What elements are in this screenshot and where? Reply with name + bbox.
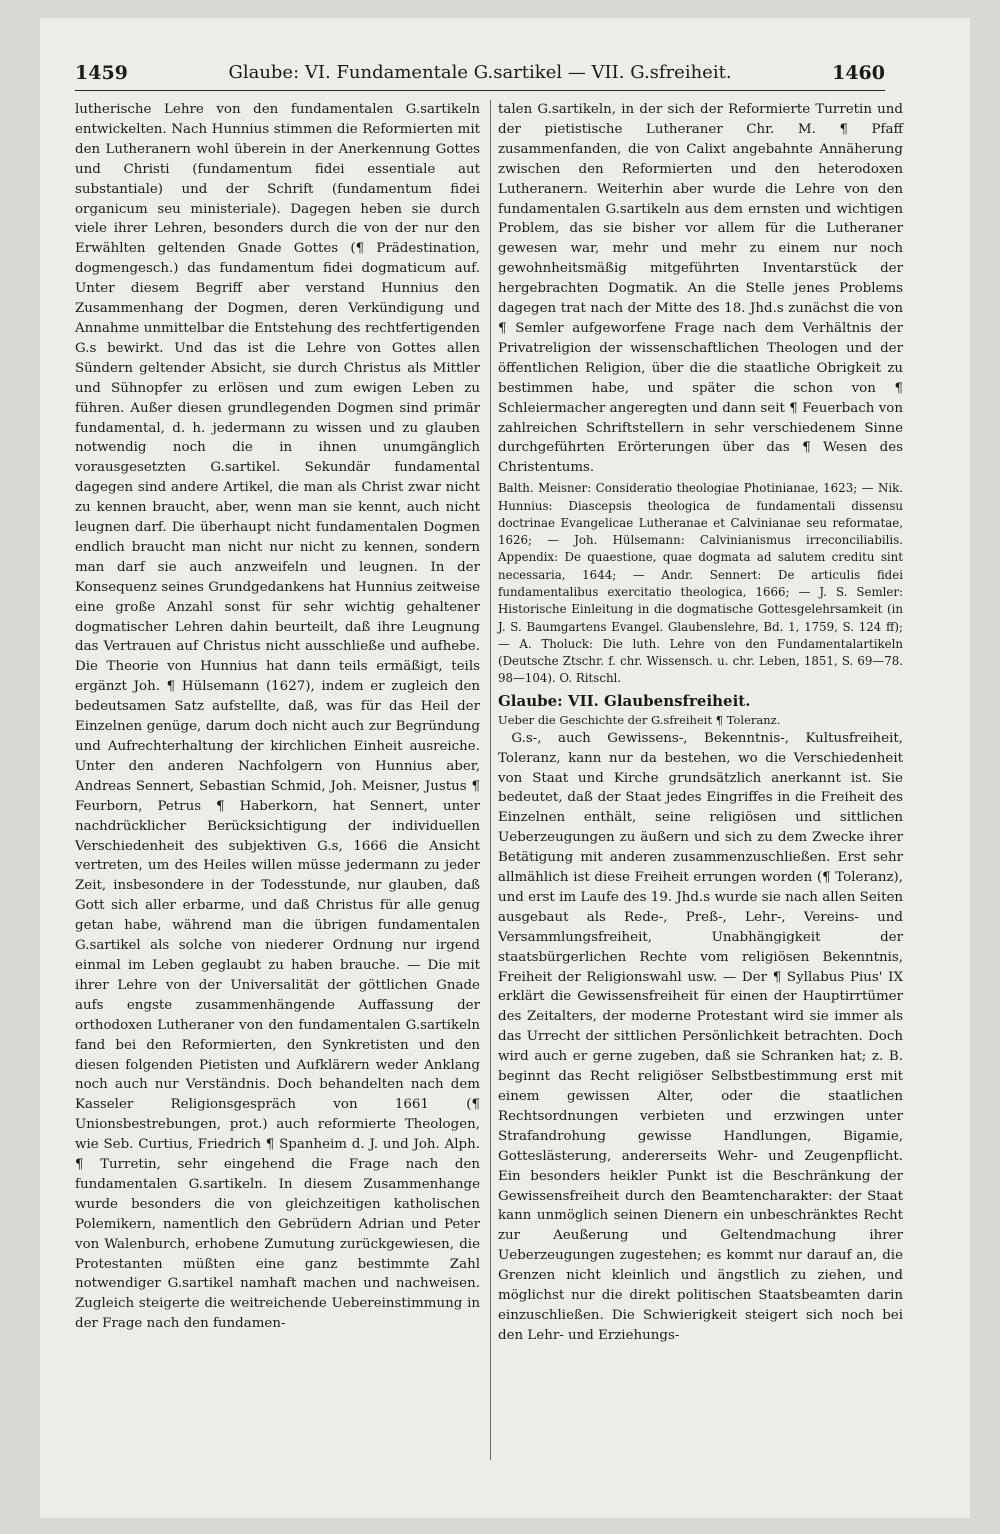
section-paragraph: G.s-, auch Gewissens-, Bekenntnis-, Kultusfreiheit, Toleranz, kann nur da bestehen, wo die Verschiedenheit von Staat und Kirche grundsätzlich anerkannt ist. Sie bedeutet, daß der Staat jedes Eingriffes in die Freiheit des Einzelnen enthält, seine religiösen und sittlichen Ueberzeugungen zu äußern und sich zu dem Zwecke ihrer Betätigung mit anderen zusammenzuschließen. Erst sehr allmählich ist diese Freiheit errungen worden (¶ Toleranz), und erst im Laufe des 19. Jhd.s wurde sie nach allen Seiten ausgebaut als Rede-, Preß-, Lehr-, Vereins- und Versammlungsfreiheit, Unabhängigkeit der staatsbürgerlichen Rechte vom religiösen Bekenntnis, Freiheit der Religionswahl usw. — Der ¶ Syllabus Pius' IX erklärt die Gewissensfreiheit für einen der Hauptirrtümer des Zeitalters, der moderne Protestant wird sie immer als das Urrecht der sittlichen Persönlichkeit betrachten. Doch wird auch er gerne zugeben, daß sie Schranken hat; z. B. beginnt das Recht religiöser Selbstbestimmung erst mit einem gewissen Alter, oder die staatlichen Rechtsordnungen verbieten und erzwingen unter Strafandrohung gewisse Handlungen, Bigamie, Gotteslästerung, andererseits Wehr- und Zeugenpflicht. Ein besonders heikler Punkt ist die Beschränkung der Gewissensfreiheit durch den Beamtencharakter: der Staat kann unmöglich seinen Dienern ein unbeschränktes Recht zur Aeußerung und Geltendmachung ihrer Ueberzeugungen zugestehen; es kommt nur darauf an, die Grenzen nicht kleinlich und ängstlich zu ziehen, und möglichst nur die direkt politischen Staatsbeamten darin einzuschließen. Die Schwierigkeit steigert sich noch bei den Lehr- und Erziehungs-: [498, 730, 903, 1343]
right-paragraph: talen G.sartikeln, in der sich der Reformierte Turretin und der pietistische Lutheraner Chr. M. ¶ Pfaff zusammenfanden, die von Calixt angebahnte Annäherung zwischen den Reformierten und den heterodoxen Lutheranern. Weiterhin aber wurde die Lehre von den fundamentalen G.sartikeln aus dem ernsten und wichtigen Problem, das sie bisher vor allem für die Lutheraner gewesen war, mehr und mehr zu einem nur noch gewohnheitsmäßig mitgeführten Inventarstück der hergebrachten Dogmatik. An die Stelle jenes Problems dagegen trat nach der Mitte des 18. Jhd.s zunächst die von ¶ Semler aufgeworfene Frage nach dem Verhältnis der Privatreligion der wissenschaftlichen Theologen und der öffentlichen Religion, über die die staatliche Obrigkeit zu bestimmen habe, und später die schon von ¶ Schleiermacher angeregten und dann seit ¶ Feuerbach von zahlreichen Schriftstellern in sehr verschiedenem Sinne durchgeführten Erörterungen über das ¶ Wesen des Christentums.: [498, 102, 903, 476]
page-number-left: 1459: [75, 62, 128, 84]
section-heading: Glaube: VII. Glaubensfreiheit.: [498, 691, 751, 710]
column-divider: [490, 100, 491, 1460]
running-title: Glaube: VI. Fundamentale G.sartikel — VII. G.sfreiheit.: [228, 62, 732, 83]
page-number-right: 1460: [832, 62, 885, 84]
left-paragraph: lutherische Lehre von den fundamentalen G.sartikeln entwickelten. Nach Hunnius stimmen die Reformierten mit den Lutheranern wohl überein in der Anerkennung Gottes und Christi (fundamentum fidei essentiale aut substantiale) und der Schrift (fundamentum fidei organicum seu ministeriale). Dagegen heben sie durch viele ihrer Lehren, besonders durch die von der nur den Erwählten geltenden Gnade Gottes (¶ Prädestination, dogmengesch.) das fundamentum fidei dogmaticum auf. Unter diesem Begriff aber verstand Hunnius den Zusammenhang der Dogmen, deren Verkündigung und Annahme unmittelbar die Entstehung des rechtfertigenden G.s bewirkt. Und das ist die Lehre von Gottes allen Sündern geltender Absicht, sie durch Christus als Mittler und Sühnopfer zu erlösen und zum ewigen Leben zu führen. Außer diesen grundlegenden Dogmen sind primär fundamental, d. h. jedermann zu wissen und zu glauben notwendig noch die in ihnen unumgänglich vorausgesetzten G.sartikel. Sekundär fundamental dagegen sind andere Artikel, die man als Christ zwar nicht zu kennen braucht, aber, wenn man sie kennt, auch nicht leugnen darf. Die überhaupt nicht fundamentalen Dogmen endlich braucht man nicht nur nicht zu kennen, sondern man darf sie auch anzweifeln und leugnen. In der Konsequenz seines Grundgedankens hat Hunnius zeitweise eine große Anzahl sonst für sehr wichtig gehaltener dogmatischer Lehren dahin beurteilt, daß ihre Leugnung das Vertrauen auf Christus nicht ausschließe und aufhebe. Die Theorie von Hunnius hat dann teils ermäßigt, teils ergänzt Joh. ¶ Hülsemann (1627), indem er zugleich den bedeutsamen Satz aufstellte, daß, was für das Heil der Einzelnen genüge, darum doch nicht auch zur Begründung und Aufrechterhaltung der kirchlichen Einheit ausreiche. Unter den anderen Nachfolgern von Hunnius aber, Andreas Sennert, Sebastian Schmid, Joh. Meisner, Justus ¶ Feurborn, Petrus ¶ Haberkorn, hat Sennert, unter nachdrücklicher Berücksichtigung der individuellen Verschiedenheit des subjektiven G.s, 1666 die Ansicht vertreten, um des Heiles willen müsse jedermann zu jeder Zeit, insbesondere in der Todesstunde, nur glauben, daß Gott sich aller erbarme, und daß Christus für alle genug getan habe, während man die übrigen fundamentalen G.sartikel als solche von niederer Ordnung nur irgend einmal im Leben geglaubt zu haben brauche. — Die mit ihrer Lehre von der Universalität der göttlichen Gnade aufs engste zusammenhängende Auffassung der orthodoxen Lutheraner von den fundamentalen G.sartikeln fand bei den Reformierten, den Synkretisten und den diesen folgenden Pietisten und Aufklärern weder Anklang noch auch nur Verständnis. Doch behandelten nach dem Kasseler Religionsgespräch von 1661 (¶ Unionsbestrebungen, prot.) auch reformierte Theologen, wie Seb. Curtius, Friedrich ¶ Spanheim d. J. und Joh. Alph. ¶ Turretin, sehr eingehend die Frage nach den fundamentalen G.sartikeln. In diesem Zusammenhange wurde besonders die von gleichzeitigen katholischen Polemikern, namentlich den Gebrüdern Adrian und Peter von Walenburch, erhobene Zumutung zurückgewiesen, die Protestanten müßten eine ganz bestimmte Zahl notwendiger G.sartikel namhaft machen und nachweisen. Zugleich steigerte die weitreichende Uebereinstimmung in der Frage nach den fundamen-: [75, 102, 480, 1332]
left-column: [75, 100, 480, 1334]
bibliography: Balth. Meisner: Consideratio theologiae Photinianae, 1623; — Nik. Hunnius: Diascepsis theologica de fundamentali dissensu doctrinae Evangelicae Lutheranae et Calvinianae seu reformatae, 1626; — Joh. Hülsemann: Calvinianismus irreconciliabilis. Appendix: De quaestione, quae dogmata ad salutem creditu sint necessaria, 1644; — Andr. Sennert: De articulis fidei fundamentalibus exercitatio theologica, 1666; — J. S. Semler: Historische Einleitung in die dogmatische Gottesgelehrsamkeit (in J. S. Baumgartens Evangel. Glaubenslehre, Bd. 1, 1759, S. 124 ff); — A. Tholuck: Die luth. Lehre von den Fundamentalartikeln (Deutsche Ztschr. f. chr. Wissensch. u. chr. Leben, 1851, S. 69—78. 98—104). O. Ritschl.: [498, 481, 903, 686]
page-header: [75, 60, 885, 91]
right-column: [498, 100, 903, 1346]
cross-reference-note: Ueber die Geschichte der G.sfreiheit ¶ Toleranz.: [498, 712, 781, 727]
